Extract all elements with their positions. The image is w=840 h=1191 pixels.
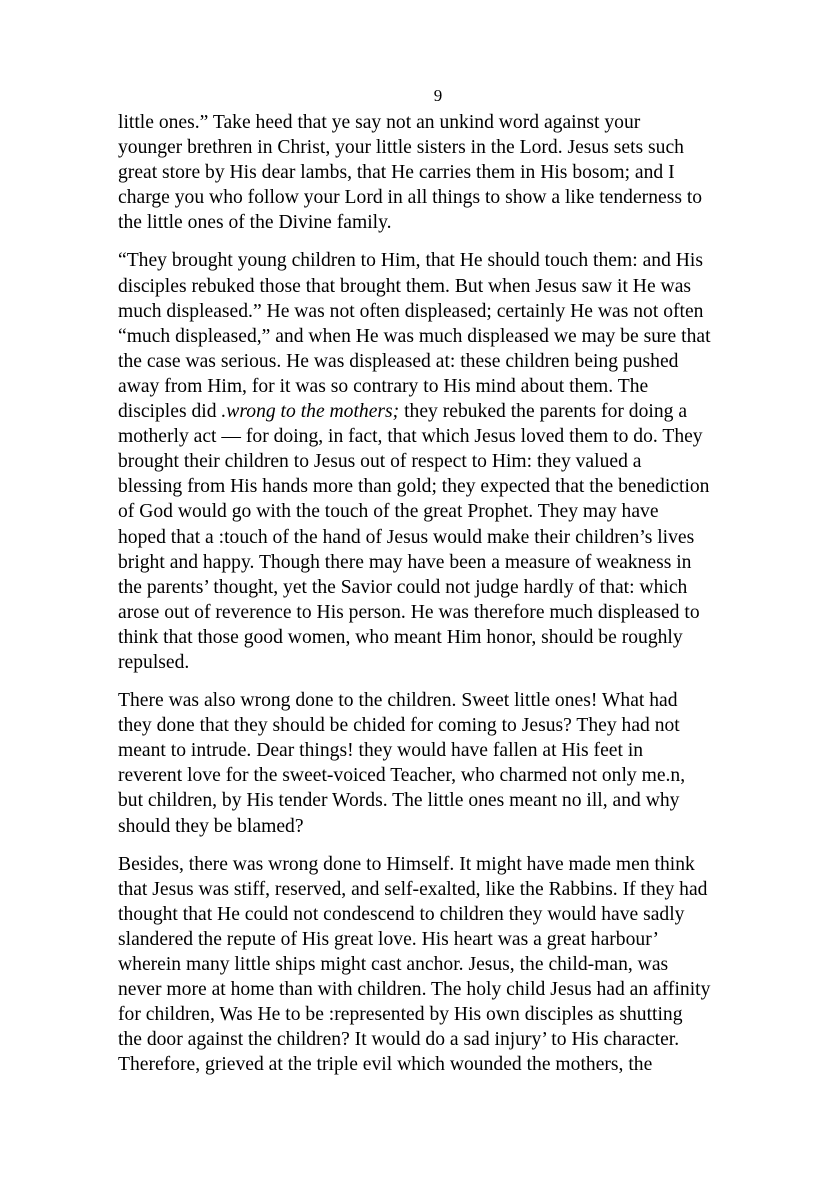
text-line: but children, by His tender Words. The little ones meant no ill, and why (118, 790, 680, 812)
text-line: hoped that a :touch of the hand of Jesus would make their children’s lives (118, 526, 695, 548)
text-line: wherein many little ships might cast anchor. Jesus, the child-man, was (118, 954, 669, 975)
text-line: away from Him, for it was so contrary to His mind about them. The (118, 375, 649, 397)
text-line: they done that they should be chided for coming to Jesus? They had not (118, 715, 680, 737)
text-line: Besides, there was wrong done to Himself. It might have made men think (118, 853, 695, 875)
text-line: little ones.” Take heed that ye say not an unkind word against your (118, 112, 641, 133)
text-line: the little ones of the Divine family. (118, 212, 392, 234)
text-line: repulsed. (118, 651, 190, 673)
paragraph-4 (118, 852, 758, 1078)
text-line: younger brethren in Christ, your little sisters in the Lord. Jesus sets such (118, 137, 684, 159)
text-line: motherly act — for doing, in fact, that which Jesus loved them to do. They (118, 426, 703, 448)
text-line: great store by His dear lambs, that He carries them in His bosom; and I (118, 162, 675, 184)
text-line: should they be blamed? (118, 815, 304, 837)
text-line: never more at home than with children. The holy child Jesus had an affinity (118, 979, 711, 1001)
text-line: the parents’ thought, yet the Savior could not judge hardly of that: which (118, 576, 688, 598)
document-page (118, 86, 758, 1090)
text-line: of God would go with the touch of the great Prophet. They may have (118, 501, 659, 523)
text-line: that Jesus was stiff, reserved, and self-exalted, like the Rabbins. If they had (118, 878, 708, 900)
text-line: bright and happy. Though there may have been a measure of weakness in (118, 551, 692, 573)
text-run: they rebuked the parents for doing a (399, 401, 688, 423)
text-line: slandered the repute of His great love. His heart was a great harbour’ (118, 928, 659, 950)
text-line: arose out of reverence to His person. He was therefore much displeased to (118, 601, 700, 623)
italic-phrase: .wrong to the mothers; (221, 401, 400, 423)
text-line: brought their children to Jesus out of respect to Him: they valued a (118, 451, 642, 473)
text-line: the door against the children? It would do a sad injury’ to His character. (118, 1029, 680, 1051)
paragraph-3 (118, 688, 758, 839)
text-line: reverent love for the sweet-voiced Teacher, who charmed not only me.n, (118, 765, 686, 787)
text-line: think that those good women, who meant Him honor, should be roughly (118, 626, 683, 648)
text-line: the case was serious. He was displeased at: these children being pushed (118, 350, 679, 372)
text-line: for children, Was He to be :represented by His own disciples as shutting (118, 1004, 683, 1026)
text-run: disciples did (118, 401, 222, 423)
text-line: Therefore, grieved at the triple evil which wounded the mothers, the (118, 1054, 653, 1076)
text-line: charge you who follow your Lord in all things to show a like tenderness to (118, 187, 703, 209)
text-line: much displeased.” He was not often displeased; certainly He was not often (118, 300, 704, 322)
text-line: “They brought young children to Him, that He should touch them: and His (118, 250, 703, 272)
text-line: blessing from His hands more than gold; they expected that the benediction (118, 476, 710, 498)
text-line: “much displeased,” and when He was much displeased we may be sure that (118, 325, 711, 347)
page-number: 9 (433, 86, 443, 105)
text-line: disciples rebuked those that brought them. But when Jesus saw it He was (118, 275, 692, 297)
text-line: There was also wrong done to the children. Sweet little ones! What had (118, 690, 678, 712)
paragraph-2 (118, 248, 758, 675)
text-line-with-italic (118, 399, 758, 424)
text-line: meant to intrude. Dear things! they would have fallen at His feet in (118, 740, 644, 762)
paragraph-1 (118, 110, 758, 235)
text-line: thought that He could not condescend to children they would have sadly (118, 903, 685, 925)
